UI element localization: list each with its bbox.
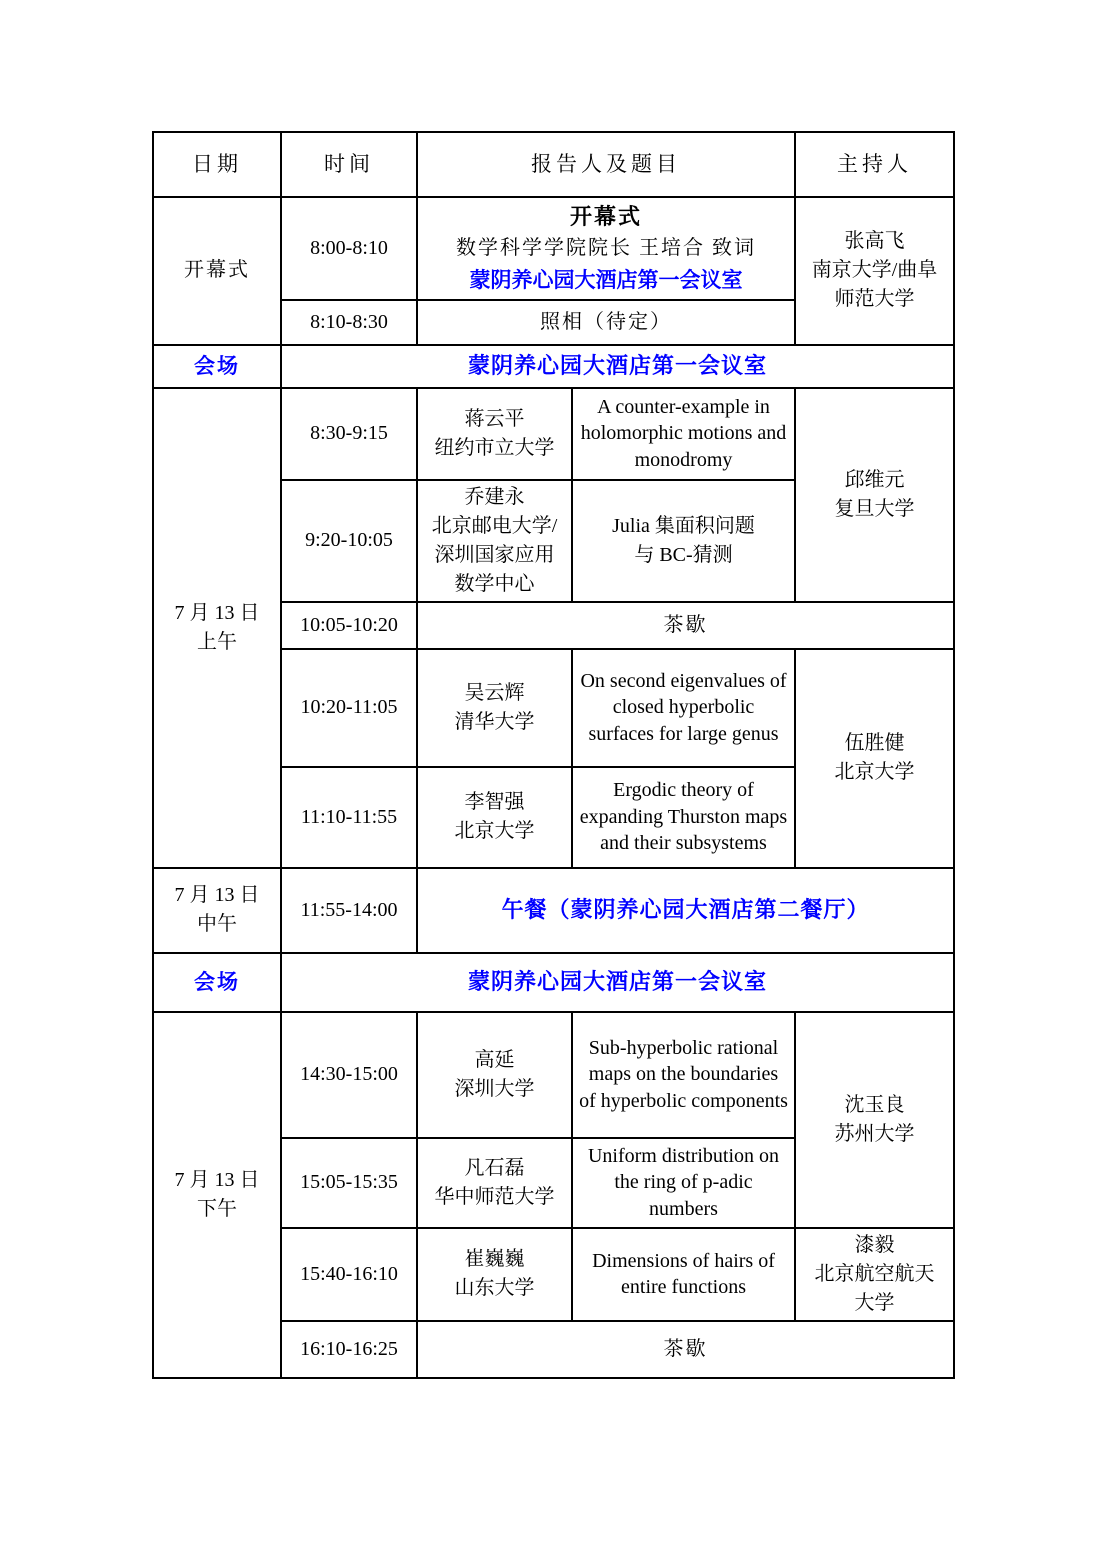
venue-value-cell: 蒙阴养心园大酒店第一会议室	[281, 345, 954, 388]
talk-title-cell: Ergodic theory of expanding Thurston maps and their subsystems	[572, 767, 795, 868]
lunch-time-cell: 11:55-14:00	[281, 868, 417, 953]
speaker-name: 高延	[474, 1048, 515, 1071]
speaker-name: 乔建永	[464, 485, 525, 508]
speaker-affiliation: 纽约市立大学	[434, 436, 555, 459]
lunch-date-cell	[153, 868, 281, 953]
speaker-name: 李智强	[464, 791, 525, 814]
speaker-name: 吴云辉	[464, 681, 525, 704]
talk-row	[153, 388, 954, 480]
talk-title-cell: On second eigenvalues of closed hyperbolic surfaces for large genus	[572, 649, 795, 767]
speaker-name: 崔巍巍	[464, 1248, 525, 1271]
talk-speaker-cell	[417, 649, 572, 767]
speaker-affiliation: 山东大学	[454, 1277, 535, 1300]
chair-affiliation-line: 复旦大学	[834, 497, 915, 520]
lunch-label-cell: 午餐（蒙阴养心园大酒店第二餐厅）	[417, 868, 954, 953]
talk-title-cell: Uniform distribution on the ring of p-adic numbers	[572, 1138, 795, 1228]
speaker-affiliation: 清华大学	[454, 710, 535, 733]
venue-row	[153, 953, 954, 1012]
talk-speaker-cell	[417, 1228, 572, 1321]
talk-title-cell	[572, 480, 795, 602]
venue-label-cell: 会场	[153, 345, 281, 388]
chair-affiliation-line: 南京大学/曲阜	[811, 259, 938, 282]
morning-date-cell	[153, 388, 281, 868]
venue-label-cell: 会场	[153, 953, 281, 1012]
break-time-cell: 10:05-10:20	[281, 602, 417, 649]
header-date: 日期	[153, 132, 281, 197]
ceremony-row	[153, 197, 954, 300]
speaker-affiliation: 北京大学	[454, 820, 535, 843]
ceremony-time-cell: 8:00-8:10	[281, 197, 417, 300]
talk-title-line: 与 BC-猜测	[634, 543, 733, 566]
schedule-table	[152, 131, 955, 1379]
talk-speaker-cell	[417, 1012, 572, 1138]
talk-speaker-cell	[417, 480, 572, 602]
afternoon-date-cell	[153, 1012, 281, 1378]
chair-name: 张高飞	[844, 230, 905, 253]
chair-name: 邱维元	[844, 468, 905, 491]
speaker-affiliation: 数学中心	[454, 572, 535, 595]
chair-affiliation-line: 师范大学	[834, 288, 915, 311]
header-speaker-title: 报告人及题目	[417, 132, 795, 197]
chair-name: 沈玉良	[844, 1093, 905, 1116]
photo-time-cell: 8:10-8:30	[281, 300, 417, 345]
talk-speaker-cell	[417, 1138, 572, 1228]
date-line: 上午	[197, 630, 237, 653]
opening-date-cell: 开幕式	[153, 197, 281, 345]
speaker-name: 凡石磊	[464, 1156, 525, 1179]
talk-title-cell: Dimensions of hairs of entire functions	[572, 1228, 795, 1321]
speaker-affiliation: 深圳大学	[454, 1077, 535, 1100]
header-time: 时间	[281, 132, 417, 197]
talk-title-cell: A counter-example in holomorphic motions and monodromy	[572, 388, 795, 480]
chair-cell	[795, 1012, 954, 1228]
chair-cell	[795, 649, 954, 868]
talk-time-cell: 14:30-15:00	[281, 1012, 417, 1138]
header-row	[153, 132, 954, 197]
date-line: 7 月 13 日	[174, 601, 260, 624]
chair-name: 漆毅	[854, 1233, 895, 1256]
chair-affiliation-line: 苏州大学	[834, 1122, 915, 1145]
photo-label-cell: 照相（待定）	[417, 300, 795, 345]
ceremony-title: 开幕式	[569, 204, 642, 229]
lunch-row	[153, 868, 954, 953]
talk-time-cell: 8:30-9:15	[281, 388, 417, 480]
chair-name: 伍胜健	[844, 732, 905, 755]
break-label-cell: 茶歇	[417, 1321, 954, 1378]
venue-row	[153, 345, 954, 388]
talk-time-cell: 15:40-16:10	[281, 1228, 417, 1321]
talk-row	[153, 1012, 954, 1138]
speaker-affiliation: 华中师范大学	[434, 1185, 555, 1208]
chair-cell	[795, 1228, 954, 1321]
opening-chair-cell	[795, 197, 954, 345]
talk-speaker-cell	[417, 767, 572, 868]
speaker-affiliation: 北京邮电大学/	[431, 514, 558, 537]
speaker-name: 蒋云平	[464, 407, 525, 430]
talk-time-cell: 11:10-11:55	[281, 767, 417, 868]
date-line: 7 月 13 日	[174, 1168, 260, 1191]
chair-affiliation-line: 大学	[854, 1291, 895, 1314]
talk-title-line: Julia 集面积问题	[612, 514, 755, 537]
talk-speaker-cell	[417, 388, 572, 480]
talk-title-cell: Sub-hyperbolic rational maps on the boundaries of hyperbolic components	[572, 1012, 795, 1138]
ceremony-speech-line: 数学科学学院院长 王培合 致词	[456, 237, 756, 259]
ceremony-venue-line: 蒙阴养心园大酒店第一会议室	[469, 268, 743, 292]
ceremony-content-cell	[417, 197, 795, 300]
talk-time-cell: 9:20-10:05	[281, 480, 417, 602]
speaker-affiliation: 深圳国家应用	[434, 543, 555, 566]
talk-time-cell: 10:20-11:05	[281, 649, 417, 767]
chair-affiliation-line: 北京大学	[834, 761, 915, 784]
break-time-cell: 16:10-16:25	[281, 1321, 417, 1378]
break-label-cell: 茶歇	[417, 602, 954, 649]
venue-value-cell: 蒙阴养心园大酒店第一会议室	[281, 953, 954, 1012]
talk-time-cell: 15:05-15:35	[281, 1138, 417, 1228]
chair-affiliation-line: 北京航空航天	[814, 1262, 935, 1285]
date-line: 7 月 13 日	[174, 884, 260, 907]
header-chair: 主持人	[795, 132, 954, 197]
date-line: 中午	[197, 913, 237, 936]
chair-cell	[795, 388, 954, 602]
date-line: 下午	[197, 1197, 237, 1220]
